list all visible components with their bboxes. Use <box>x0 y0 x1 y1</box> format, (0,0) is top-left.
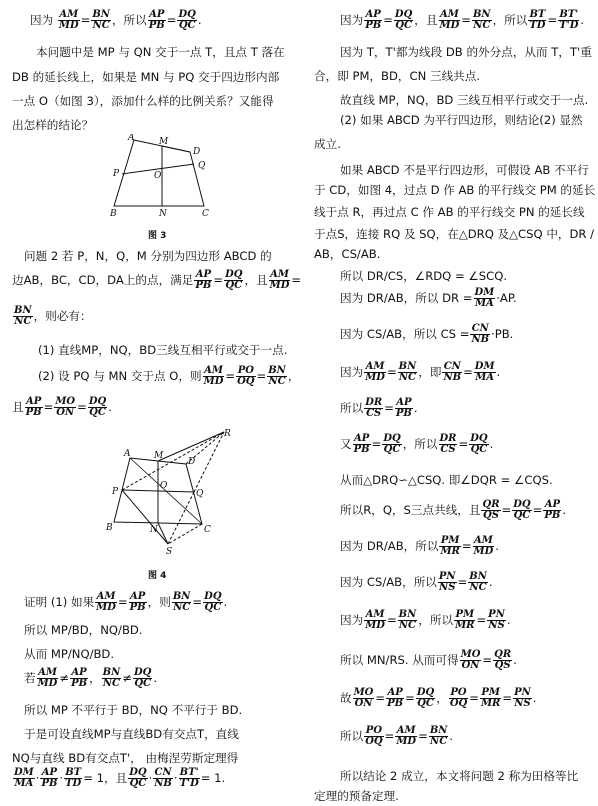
fraction: $\frac{AM}{MD}$ <box>37 667 58 689</box>
label-A: A <box>128 134 135 143</box>
fraction: $\frac{PM}{MR}$ <box>440 535 460 557</box>
text-line: 从而 MP/NQ/BD. <box>24 647 115 661</box>
fraction: $\frac{CN}{NB}$ <box>443 361 462 383</box>
text-line: 故 $\frac{MO}{ON}$ = $\frac{AP}{PB}$ = $\frac{DQ}{QC}$ ， $\frac{PO}{OQ}$ = $\frac{PM}{MR}$ = $\frac{PN}{NS}$ . <box>340 687 537 709</box>
fraction: $\frac{DQ}{QC}$ <box>129 767 147 789</box>
text-line: 所以 $\frac{PO}{OQ}$ = $\frac{AM}{MD}$ = $\frac{BN}{NC}$ . <box>340 725 454 747</box>
text-line: 证明 (1) 如果 $\frac{AM}{MD}$ = $\frac{AP}{PB}$ ，则 $\frac{BN}{NC}$ = $\frac{DQ}{QC}$ . <box>24 591 228 613</box>
fraction: $\frac{BT'}{T'D}$ <box>179 767 199 789</box>
fraction: $\frac{MO}{ON}$ <box>460 649 481 671</box>
text-line: 所以 MN/RS. 从而可得 $\frac{MO}{ON}$ = $\frac{QR}{QS}$ . <box>340 649 517 671</box>
label-D: D <box>188 457 196 467</box>
fraction: $\frac{AM}{MD}$ <box>96 591 116 613</box>
fraction: $\frac{AP}{PB}$ <box>25 396 42 418</box>
text-line: 因为 CS/AB，所以 CS = $\frac{CN}{NB}$ ·PB. <box>340 323 514 345</box>
text-line: 如果 ABCD 不是平行四边形，可假设 AB 不平行 <box>340 163 589 177</box>
text-line: 本问题中是 MP 与 QN 交于一点 T，且点 T 落在 <box>36 45 285 59</box>
fraction: $\frac{MO}{ON}$ <box>55 396 76 418</box>
text-line: 因为 $\frac{AM}{MD}$ = $\frac{BN}{NC}$ ，所以 $\frac{AP}{PB}$ = $\frac{DQ}{QC}$ . <box>30 9 202 31</box>
figure-3-caption: 图 3 <box>148 231 167 241</box>
fraction: $\frac{CN}{NB}$ <box>471 323 490 345</box>
text-line: 所以 DR/CS，∠RDQ = ∠SCQ. <box>340 269 508 283</box>
fraction: $\frac{PM}{MR}$ <box>480 687 501 709</box>
fraction: $\frac{QR}{QS}$ <box>494 649 512 671</box>
label-Q: Q <box>198 161 206 171</box>
text-line: 因为 $\frac{AM}{MD}$ = $\frac{BN}{NC}$ ，即 $\frac{CN}{NB}$ = $\frac{DM}{MA}$ . <box>340 361 501 383</box>
text-line: NQ与直线 BD有交点T'， 由梅涅劳斯定理得 <box>12 751 239 765</box>
fraction: $\frac{DM}{MA}$ <box>474 361 495 383</box>
fraction: $\frac{PO}{OQ}$ <box>237 365 255 387</box>
fraction: $\frac{BN}{NC}$ <box>472 9 491 31</box>
fraction: $\frac{AP}{PB}$ <box>71 667 88 689</box>
text-line: 因为 $\frac{AM}{MD}$ = $\frac{BN}{NC}$ ，所以 $\frac{PM}{MR}$ = $\frac{PN}{NS}$ . <box>340 609 511 631</box>
fraction: $\frac{AP}{PB}$ <box>395 397 412 419</box>
text-line: 合，即 PM，BD，CN 三线共点. <box>314 69 481 83</box>
fraction: $\frac{BN}{NC}$ <box>268 365 286 387</box>
figure-3-quadrilateral <box>94 134 224 220</box>
fraction: $\frac{DQ}{QC}$ <box>133 667 152 689</box>
text-line: AB，CS/AB. <box>314 247 381 261</box>
fraction: $\frac{AP}{PB}$ <box>129 591 146 613</box>
text-line: (2) 如果 ABCD 为平行四边形，则结论(2) 显然 <box>340 113 583 127</box>
label-A: A <box>124 449 131 459</box>
fraction: $\frac{AM}{MD}$ <box>203 365 224 387</box>
fraction: $\frac{BN}{NC}$ <box>398 361 417 383</box>
label-O: O <box>160 481 168 491</box>
fraction: $\frac{BN}{NC}$ <box>172 591 191 613</box>
fraction: $\frac{CN}{NB}$ <box>154 767 172 789</box>
text-line: 故直线 MP，NQ，BD 三线互相平行或交于一点. <box>340 93 589 107</box>
label-N: N <box>159 209 167 219</box>
label-S: S <box>166 547 173 556</box>
fraction: $\frac{DQ}{QC}$ <box>178 9 196 31</box>
text-line: 所以结论 2 成立，本文将问题 2 称为田格等比 <box>340 769 579 783</box>
figure-4-caption: 图 4 <box>148 571 167 581</box>
fraction: $\frac{DM}{MA}$ <box>14 767 34 789</box>
text-line: 因为 $\frac{AP}{PB}$ = $\frac{DQ}{QC}$ ，且 $\frac{AM}{MD}$ = $\frac{BN}{NC}$ ，所以 $\frac{BT}{TD}$ = $\frac{BT'}{T'D}$ . <box>340 9 585 31</box>
fraction: $\frac{AP}{PB}$ <box>148 9 165 31</box>
text-line: 于是可设直线MP与直线BD有交点T，直线 <box>24 727 239 741</box>
fraction: $\frac{PN}{NS}$ <box>514 687 531 709</box>
fraction: $\frac{DQ}{QC}$ <box>88 396 107 418</box>
fraction: $\frac{DQ}{QC}$ <box>225 269 243 291</box>
label-R: R <box>224 429 231 439</box>
text-line: 所以 $\frac{DR}{CS}$ = $\frac{AP}{PB}$ . <box>340 397 418 419</box>
fraction: $\frac{DR}{CS}$ <box>365 397 383 419</box>
fraction: $\frac{DQ}{QC}$ <box>394 9 413 31</box>
fraction: $\frac{AP}{PB}$ <box>41 767 58 789</box>
fraction: $\frac{AM}{MD}$ <box>439 9 460 31</box>
label-O: O <box>154 171 162 181</box>
fraction: $\frac{DQ}{QC}$ <box>383 433 401 455</box>
text-line: 出怎样的结论？ <box>12 118 94 132</box>
text-line: 因为 T，T'都为线段 DB 的外分点，从而 T，T'重 <box>340 45 592 59</box>
text-line: 且 $\frac{AP}{PB}$ = $\frac{MO}{ON}$ = $\frac{DQ}{QC}$ . <box>12 396 112 418</box>
text-line: 又 $\frac{AP}{PB}$ = $\frac{DQ}{QC}$ ，所以 $\frac{DR}{CS}$ = $\frac{DQ}{QC}$ . <box>340 433 494 455</box>
fraction: $\frac{PN}{NS}$ <box>438 571 456 593</box>
fraction: $\frac{DQ}{QC}$ <box>513 499 531 521</box>
text-line: 若 $\frac{AM}{MD}$ ≠ $\frac{AP}{PB}$ ， $\frac{BN}{NC}$ ≠ $\frac{DQ}{QC}$ . <box>24 667 158 689</box>
fraction: $\frac{AM}{MD}$ <box>396 725 417 747</box>
fraction: $\frac{PM}{MR}$ <box>455 609 475 631</box>
fraction: $\frac{PO}{OQ}$ <box>365 725 383 747</box>
fraction: $\frac{BN}{NC}$ <box>429 725 448 747</box>
text-line: 因为 DR/AB，所以 $\frac{PM}{MR}$ = $\frac{AM}{MD}$ . <box>340 535 499 557</box>
text-line: 因为 DR/AB，所以 DR = $\frac{DM}{MA}$ ·AP. <box>340 287 517 309</box>
fraction: $\frac{AP}{PB}$ <box>195 269 212 291</box>
fraction: $\frac{BN}{NC}$ <box>469 571 487 593</box>
text-line: 边AB，BC，CD，DA上的点，满足 $\frac{AP}{PB}$ = $\frac{DQ}{QC}$ ，且 $\frac{AM}{MD}$ = <box>12 269 302 291</box>
fraction: $\frac{QR}{QS}$ <box>482 499 500 521</box>
label-B: B <box>110 209 117 219</box>
label-M: M <box>159 137 169 147</box>
fraction: $\frac{PN}{NS}$ <box>488 609 505 631</box>
text-line: 定理的预备定理. <box>314 789 399 803</box>
fraction: $\frac{DQ}{QC}$ <box>470 433 488 455</box>
fraction: $\frac{BN}{NC}$ <box>102 667 121 689</box>
label-Q: Q <box>196 489 204 499</box>
text-line: 问题 2 若 P，N，Q，M 分别为四边形 ABCD 的 <box>24 249 272 263</box>
fraction: $\frac{AP}{PB}$ <box>387 687 404 709</box>
fraction: $\frac{BN}{NC}$ <box>14 305 32 327</box>
label-D: D <box>193 147 201 157</box>
label-C: C <box>202 209 209 219</box>
label-N: N <box>150 525 158 535</box>
text-line: (2) 设 PQ 与 MN 交于点 O，则 $\frac{AM}{MD}$ = $\frac{PO}{OQ}$ = $\frac{BN}{NC}$ ， <box>38 365 300 387</box>
label-B: B <box>106 523 113 533</box>
text-line: 成立. <box>314 137 341 151</box>
fraction: $\frac{AM}{MD}$ <box>365 361 385 383</box>
text-line: $\frac{BN}{NC}$ ，则必有： <box>14 305 92 327</box>
fraction: $\frac{DQ}{QC}$ <box>416 687 435 709</box>
fraction: $\frac{AM}{MD}$ <box>269 269 290 291</box>
text-line: 所以 MP/BD，NQ/BD. <box>24 623 143 637</box>
label-C: C <box>204 525 211 535</box>
fraction: $\frac{BT}{TD}$ <box>529 9 546 31</box>
label-P: P <box>112 487 119 497</box>
text-line: DB 的延长线上，如果是 MN 与 PQ 交于四边形内部 <box>12 70 280 84</box>
fraction: $\frac{AP}{PB}$ <box>365 9 382 31</box>
text-line: 所以R，Q，S三点共线，且 $\frac{QR}{QS}$ = $\frac{DQ}{QC}$ = $\frac{AP}{PB}$ . <box>340 499 567 521</box>
fraction: $\frac{AM}{MD}$ <box>473 535 494 557</box>
text-line: 一点 O（如图 3），添加什么样的比例关系？又能得 <box>12 94 274 108</box>
fraction: $\frac{BT'}{T'D}$ <box>559 9 579 31</box>
label-P: P <box>113 169 120 179</box>
text-line: 从而△DRQ∽△CSQ. 即∠DQR = ∠CQS. <box>340 473 553 487</box>
text-line: 于 CD，如图 4，过点 D 作 AB 的平行线交 PM 的延长 <box>314 183 596 197</box>
label-M: M <box>154 451 164 461</box>
fraction: $\frac{BN}{NC}$ <box>92 9 110 31</box>
text-line: 所以 MP 不平行于 BD，NQ 不平行于 BD. <box>24 703 243 717</box>
fraction: $\frac{BN}{NC}$ <box>398 609 417 631</box>
fraction: $\frac{DM}{MA}$ <box>474 287 495 309</box>
fraction: $\frac{DR}{CS}$ <box>439 433 457 455</box>
text-line: 因为 CS/AB，所以 $\frac{PN}{NS}$ = $\frac{BN}{NC}$ . <box>340 571 493 593</box>
fraction: $\frac{AM}{MD}$ <box>365 609 385 631</box>
fraction: $\frac{MO}{ON}$ <box>353 687 374 709</box>
fraction: $\frac{AM}{MD}$ <box>58 9 79 31</box>
fraction: $\frac{AP}{PB}$ <box>544 499 561 521</box>
fraction: $\frac{DQ}{QC}$ <box>204 591 222 613</box>
text-line: 于点S，连接 RQ 及 SQ，在△DRQ 及△CSQ 中，DR / <box>314 227 595 241</box>
fraction: $\frac{PO}{OQ}$ <box>449 687 468 709</box>
text-line: (1) 直线MP，NQ，BD三线互相平行或交于一点. <box>38 343 288 357</box>
fraction: $\frac{AP}{PB}$ <box>353 433 370 455</box>
text-line: $\frac{DM}{MA}$ · $\frac{AP}{PB}$ · $\frac{BT}{TD}$ = 1，且 $\frac{DQ}{QC}$ · $\frac{CN}{NB}$ · $\frac{BT'}{T'D}$ = 1. <box>14 767 226 789</box>
text-line: 线于点 R，再过点 C 作 AB 的平行线交 PN 的延长线 <box>314 205 585 219</box>
fraction: $\frac{BT}{TD}$ <box>65 767 82 789</box>
figure-4-construction <box>96 426 236 556</box>
